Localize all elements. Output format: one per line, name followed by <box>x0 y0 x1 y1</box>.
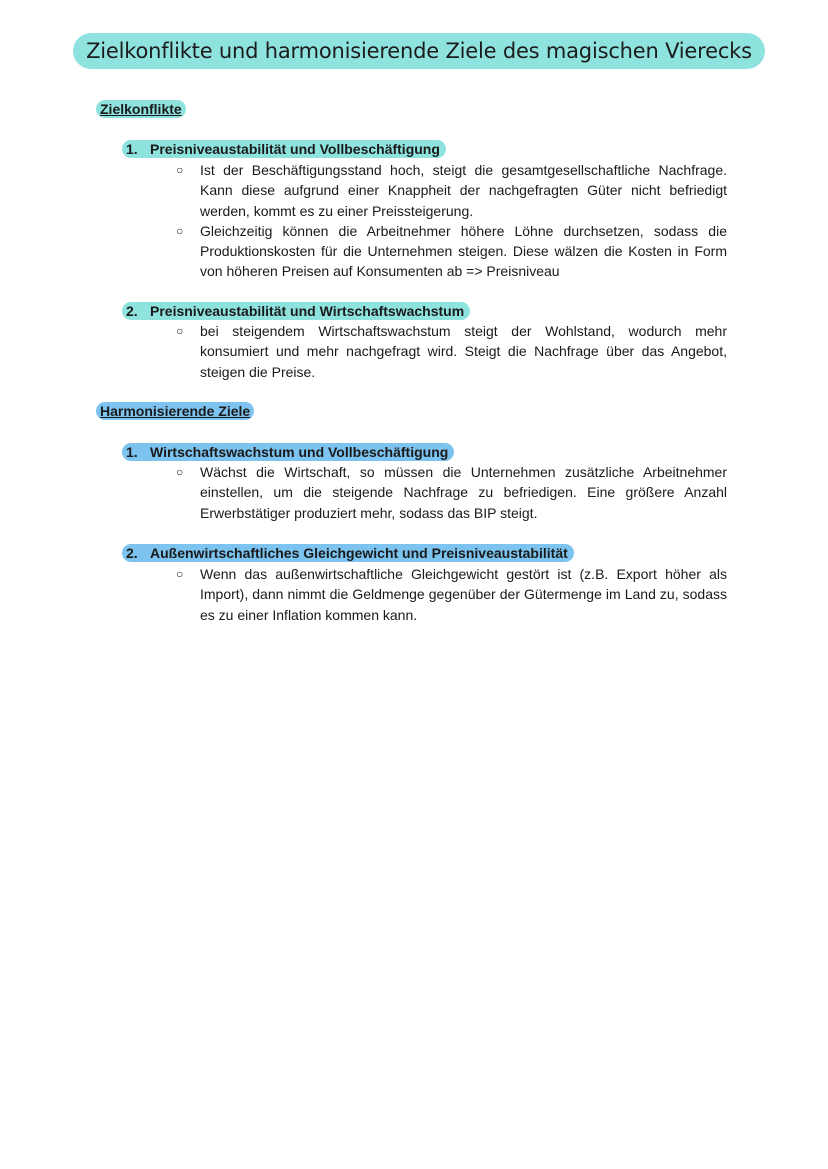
item-number: 1. <box>126 444 138 460</box>
title-highlight <box>73 33 765 69</box>
bullet-circle-icon: ○ <box>176 324 184 338</box>
section-heading-zielkonflikte: Zielkonflikte <box>96 100 186 118</box>
item-heading <box>122 140 446 158</box>
bullet-text: Wächst die Wirtschaft, so müssen die Unternehmen zusätzliche Arbeitnehmer einstellen, um die steigende Nachfrage zu befriedigen. Eine größere Anzahl Erwerbstätiger produziert mehr, sodass das BIP steigt. <box>200 464 727 521</box>
item-title: Wirtschaftswachstum und Vollbeschäftigung <box>150 444 449 460</box>
item-number: 2. <box>126 545 138 561</box>
bullet-list <box>174 462 727 523</box>
list-item <box>174 321 727 382</box>
bullet-circle-icon: ○ <box>176 567 184 581</box>
item-number: 1. <box>126 141 138 157</box>
item-title: Außenwirtschaftliches Gleichgewicht und Preisniveaustabilität <box>150 545 568 561</box>
page-title: Zielkonflikte und harmonisierende Ziele des magischen Vierecks <box>86 39 752 63</box>
item-heading <box>122 302 470 320</box>
item-heading <box>122 544 574 562</box>
bullet-text: bei steigendem Wirtschaftswachstum steigt der Wohlstand, wodurch mehr konsumiert und mehr nachgefragt wird. Steigt die Nachfrage über das Angebot, steigen die Preise. <box>200 323 727 380</box>
list-item <box>174 221 727 282</box>
bullet-text: Ist der Beschäftigungsstand hoch, steigt die gesamtgesellschaftliche Nachfrage. Kann diese aufgrund einer Knappheit der nachgefragten Güter nicht befriedigt werden, kommt es zu einer Preissteigerung. <box>200 162 727 219</box>
bullet-text: Gleichzeitig können die Arbeitnehmer höhere Löhne durchsetzen, sodass die Produktionskosten für die Unternehmen steigen. Diese wälzen die Kosten in Form von höheren Preisen auf Konsumenten ab => Preisniveau <box>200 222 727 280</box>
bullet-list <box>174 321 727 382</box>
bullet-circle-icon: ○ <box>176 163 184 177</box>
item-number: 2. <box>126 303 138 319</box>
item-title: Preisniveaustabilität und Vollbeschäftigung <box>150 141 440 157</box>
section-heading-harmonisierende-ziele: Harmonisierende Ziele <box>96 402 254 420</box>
item-title: Preisniveaustabilität und Wirtschaftswachstum <box>150 303 465 319</box>
bullet-circle-icon: ○ <box>176 465 184 479</box>
list-item <box>174 160 727 221</box>
list-item <box>174 462 727 523</box>
list-item <box>174 564 727 625</box>
bullet-list <box>174 160 727 282</box>
bullet-circle-icon: ○ <box>176 223 184 238</box>
bullet-text: Wenn das außenwirtschaftliche Gleichgewicht gestört ist (z.B. Export höher als Import), dann nimmt die Geldmenge gegenüber der Gütermenge im Land zu, sodass es zu einer Inflation kommen kann. <box>200 566 727 623</box>
bullet-list <box>174 564 727 625</box>
item-heading <box>122 443 454 461</box>
